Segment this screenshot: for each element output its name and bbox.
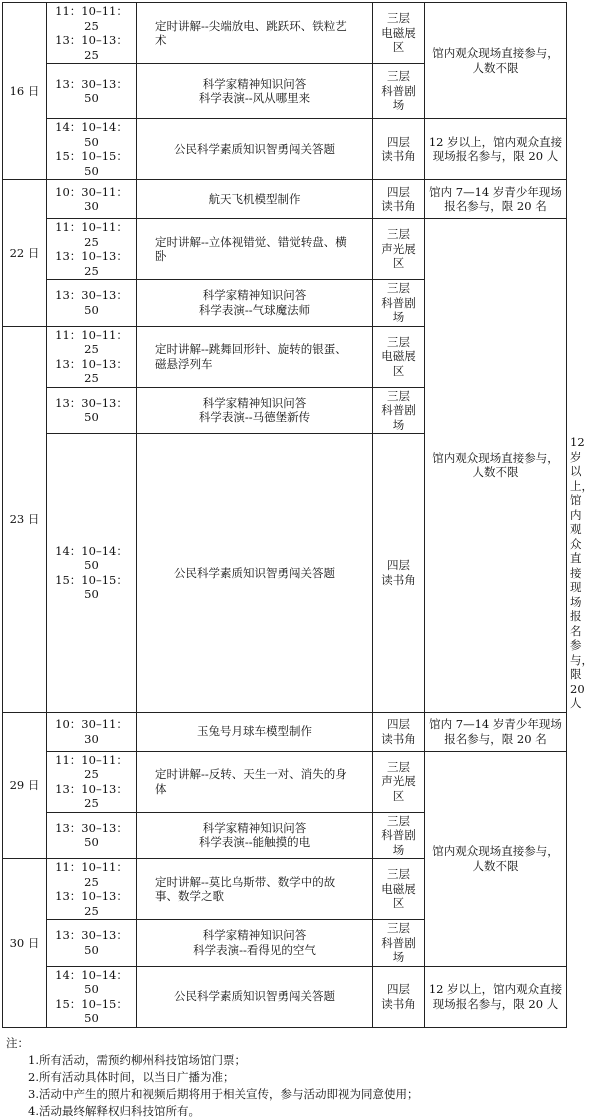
table-row xyxy=(3,712,567,751)
activity-cell: 玉兔号月球车模型制作 xyxy=(137,712,373,751)
note-cell: 馆内观众现场直接参与， 人数不限 xyxy=(425,219,567,713)
activity-cell: 公民科学素质知识智勇闯关答题 xyxy=(137,966,373,1027)
time-cell: 11：10–11：25 13：10–13：25 xyxy=(47,859,137,920)
time-cell: 13：30–13：50 xyxy=(47,387,137,434)
location-cell: 三层 科普剧场 xyxy=(373,64,425,119)
table-row: 14：10–14：50 15：10–15：50 公民科学素质知识智勇闯关答题 四层 读书角 12 岁以上，馆内观众直接 现场报名参与，限 20 人 xyxy=(3,434,567,713)
time-cell: 14：10–14：50 15：10–15：50 xyxy=(47,119,137,180)
activity-cell: 科学家精神知识问答 科学表演--能触摸的电 xyxy=(137,812,373,859)
activity-cell: 公民科学素质知识智勇闯关答题 xyxy=(137,434,373,713)
table-row xyxy=(3,180,567,219)
location-cell: 三层 科普剧场 xyxy=(373,387,425,434)
day-cell: 22 日 xyxy=(3,180,47,327)
footnote-item: 1.所有活动，需预约柳州科技馆场馆门票； xyxy=(28,1052,246,1067)
location-cell: 三层 电磁展区 xyxy=(373,859,425,920)
time-cell: 10：30–11：30 xyxy=(47,180,137,219)
time-cell: 11：10–11：25 13：10–13：25 xyxy=(47,751,137,812)
location-cell: 四层 读书角 xyxy=(373,119,425,180)
location-cell: 四层 读书角 xyxy=(373,434,425,713)
activity-cell: 定时讲解--尖端放电、跳跃环、铁粒艺 术 xyxy=(137,3,373,64)
location-cell: 四层 读书角 xyxy=(373,966,425,1027)
location-cell: 三层 声光展区 xyxy=(373,751,425,812)
table-row xyxy=(3,119,567,180)
footnotes-heading: 注： xyxy=(6,1035,29,1050)
time-cell: 14：10–14：50 15：10–15：50 xyxy=(47,434,137,713)
activity-cell: 定时讲解--反转、天生一对、消失的身 体 xyxy=(137,751,373,812)
note-cell: 12 岁以上，馆内观众直接 现场报名参与，限 20 人 xyxy=(425,119,567,180)
activity-cell: 航天飞机模型制作 xyxy=(137,180,373,219)
note-cell: 12 岁以上，馆内观众直接 现场报名参与，限 20 人 xyxy=(425,966,567,1027)
location-cell: 三层 电磁展区 xyxy=(373,3,425,64)
activity-cell: 科学家精神知识问答 科学表演--风从哪里来 xyxy=(137,64,373,119)
location-cell: 三层 电磁展区 xyxy=(373,326,425,387)
time-cell: 13：30–13：50 xyxy=(47,280,137,327)
activity-cell: 定时讲解--莫比乌斯带、数学中的故 事、数学之歌 xyxy=(137,859,373,920)
footnote-item: 4.活动最终解释权归科技馆所有。 xyxy=(28,1103,200,1118)
activity-cell: 定时讲解--跳舞回形针、旋转的银蛋、 磁悬浮列车 xyxy=(137,326,373,387)
activity-cell: 定时讲解--立体视错觉、错觉转盘、横 卧 xyxy=(137,219,373,280)
time-cell: 11：10–11：25 13：10–13：25 xyxy=(47,219,137,280)
day-cell: 23 日 xyxy=(3,326,47,712)
table-row xyxy=(3,751,567,812)
location-cell: 三层 科普剧场 xyxy=(373,280,425,327)
location-cell: 四层 读书角 xyxy=(373,180,425,219)
time-cell: 13：30–13：50 xyxy=(47,812,137,859)
schedule-table xyxy=(2,2,593,1028)
location-cell: 四层 读书角 xyxy=(373,712,425,751)
day-cell: 30 日 xyxy=(3,859,47,1028)
time-cell: 14：10–14：50 15：10–15：50 xyxy=(47,966,137,1027)
activity-cell: 科学家精神知识问答 科学表演--气球魔法师 xyxy=(137,280,373,327)
table-row xyxy=(3,3,567,64)
note-cell: 馆内观众现场直接参与， 人数不限 xyxy=(425,3,567,119)
day-cell: 16 日 xyxy=(3,3,47,180)
activity-cell: 科学家精神知识问答 科学表演--看得见的空气 xyxy=(137,920,373,967)
footnote-item: 2.所有活动具体时间，以当日广播为准； xyxy=(28,1069,235,1084)
location-cell: 三层 科普剧场 xyxy=(373,812,425,859)
note-cell: 馆内观众现场直接参与， 人数不限 xyxy=(425,751,567,966)
activity-cell: 公民科学素质知识智勇闯关答题 xyxy=(137,119,373,180)
footnote-item: 3.活动中产生的照片和视频后期将用于相关宣传，参与活动即视为同意使用； xyxy=(28,1086,419,1101)
time-cell: 10：30–11：30 xyxy=(47,712,137,751)
table-row xyxy=(3,966,567,1027)
table-row xyxy=(3,219,567,280)
location-cell: 三层 科普剧场 xyxy=(373,920,425,967)
time-cell: 11：10–11：25 13：10–13：25 xyxy=(47,326,137,387)
footnotes xyxy=(6,1035,568,1120)
activity-cell: 科学家精神知识问答 科学表演--马德堡新传 xyxy=(137,387,373,434)
note-cell: 馆内 7—14 岁青少年现场 报名参与，限 20 名 xyxy=(425,712,567,751)
day-cell: 29 日 xyxy=(3,712,47,859)
location-cell: 三层 声光展区 xyxy=(373,219,425,280)
time-cell: 11：10–11：25 13：10–13：25 xyxy=(47,3,137,64)
time-cell: 13：30–13：50 xyxy=(47,920,137,967)
time-cell: 13：30–13：50 xyxy=(47,64,137,119)
note-cell: 馆内 7—14 岁青少年现场 报名参与，限 20 名 xyxy=(425,180,567,219)
